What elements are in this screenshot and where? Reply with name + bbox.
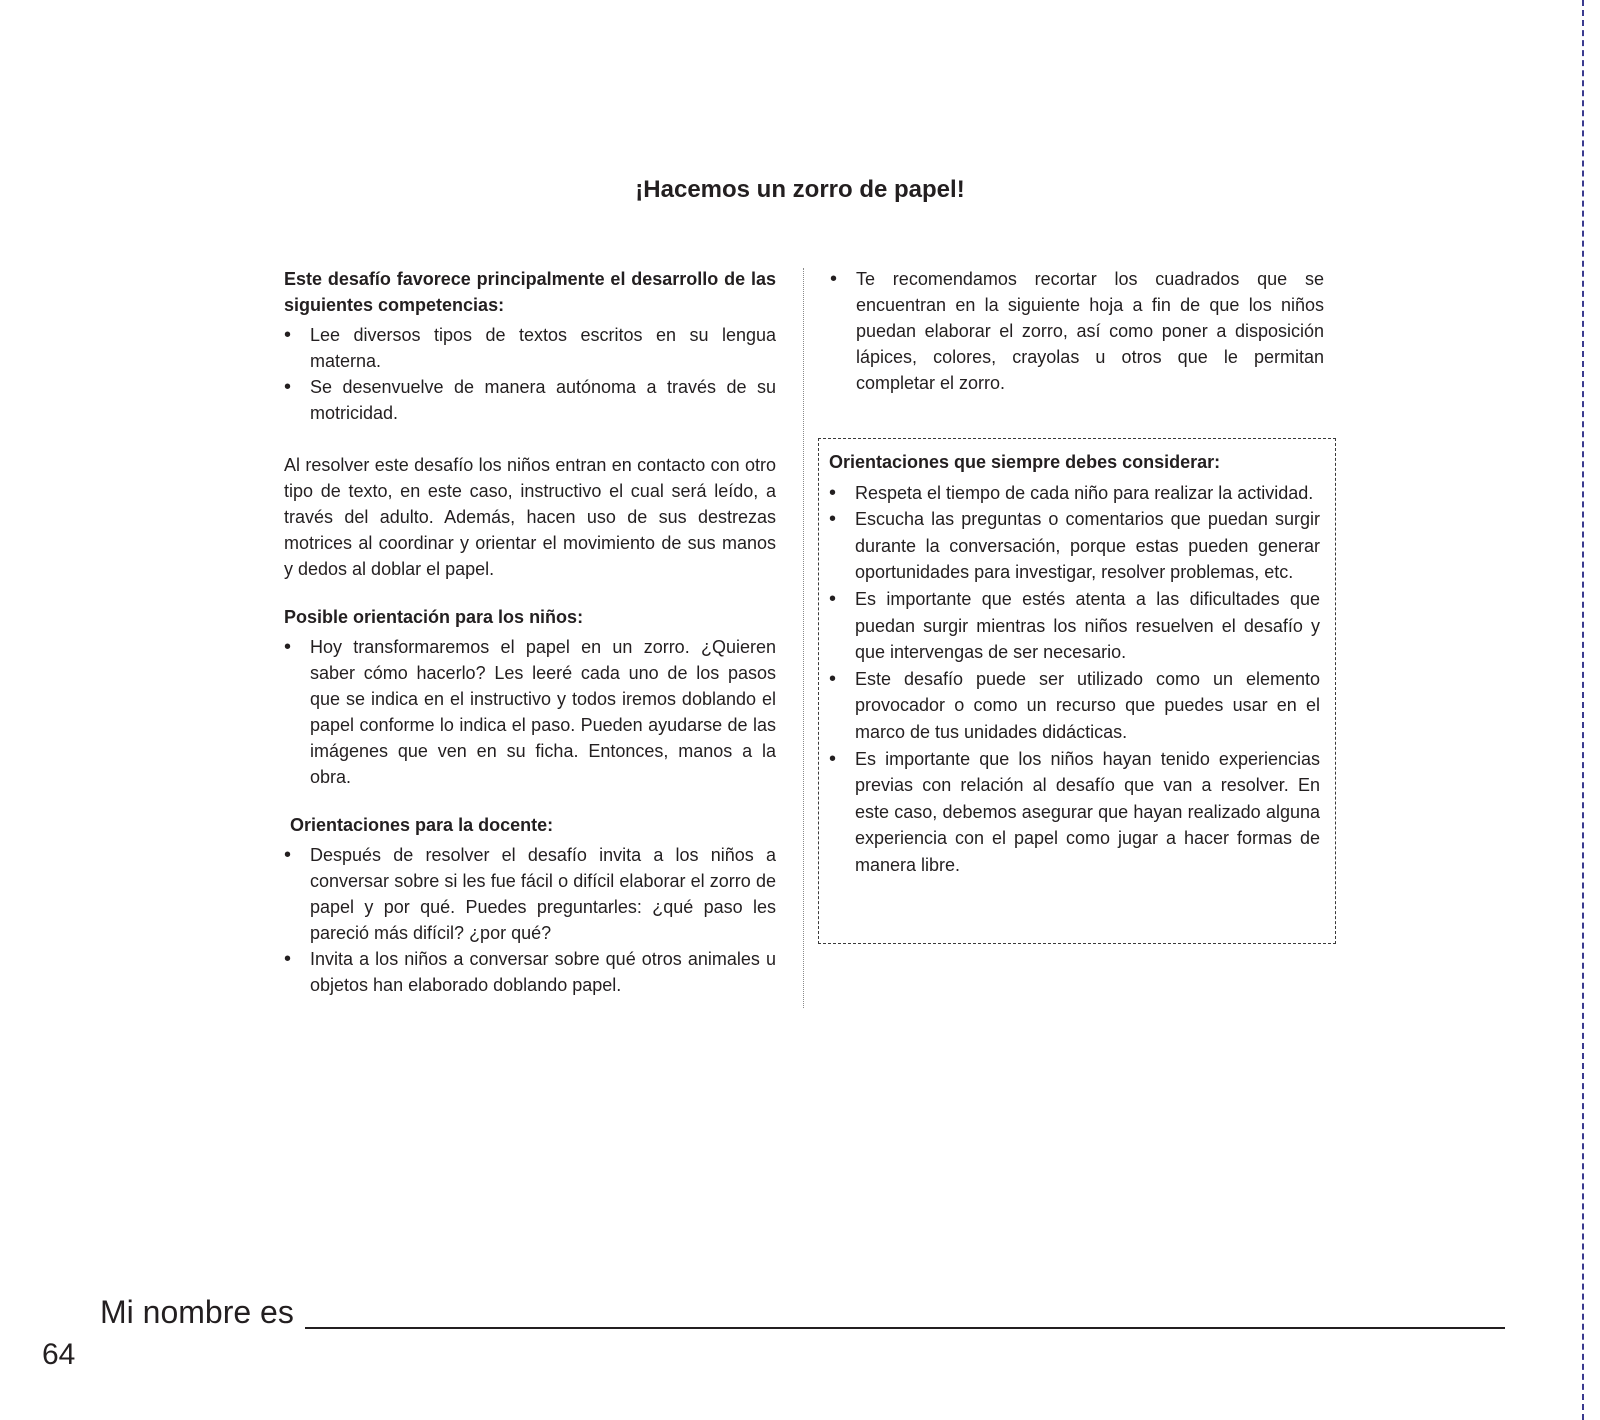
- competencias-list: [284, 322, 776, 426]
- competencias-heading: Este desafío favorece principalmente el desarrollo de las siguientes competencias:: [284, 269, 776, 315]
- left-column: [284, 266, 776, 998]
- orientacion-docente-item: • Después de resolver el desafío invita a los niños a conversar sobre si les fue fácil o difícil elaborar el zorro de papel y por qué. Puedes preguntarles: ¿qué paso les pareció más difícil? ¿por qué?: [284, 842, 776, 946]
- box-item: • Escucha las preguntas o comentarios que puedan surgir durante la conversación, porque estas pueden generar oportunidades para investigar, resolver problemas, etc.: [829, 506, 1320, 586]
- cut-line: [1582, 0, 1584, 1420]
- box-item: • Este desafío puede ser utilizado como un elemento provocador o como un recurso que puedes usar en el marco de tus unidades didácticas.: [829, 666, 1320, 746]
- page-title: ¡Hacemos un zorro de papel!: [635, 176, 965, 203]
- orientacion-ninos-item: • Hoy transformaremos el papel en un zorro. ¿Quieren saber cómo hacerlo? Les leeré cada uno de los pasos que se indica en el instructivo y todos iremos doblando el papel conforme lo indica el paso. Pueden ayudarse de las imágenes que ven en su ficha. Entonces, manos a la obra.: [284, 634, 776, 790]
- orientacion-ninos-heading: Posible orientación para los niños:: [284, 607, 584, 627]
- page-number: 64: [42, 1338, 76, 1371]
- box-item: • Respeta el tiempo de cada niño para realizar la actividad.: [829, 480, 1320, 507]
- competencia-item: • Se desenvuelve de manera autónoma a través de su motricidad.: [284, 374, 776, 426]
- name-line: [305, 1327, 1505, 1329]
- box-item: • Es importante que estés atenta a las dificultades que puedan surgir mientras los niños resuelven el desafío y que intervengas de ser necesario.: [829, 586, 1320, 666]
- column-divider: [803, 268, 804, 1008]
- box-list: [829, 480, 1320, 879]
- orientacion-docente-item: • Invita a los niños a conversar sobre qué otros animales u objetos han elaborado doblando papel.: [284, 946, 776, 998]
- orientacion-docente-heading: Orientaciones para la docente:: [290, 815, 554, 835]
- orientaciones-box: [818, 438, 1336, 944]
- box-item: • Es importante que los niños hayan tenido experiencias previas con relación al desafío que van a resolver. En este caso, debemos asegurar que hayan realizado alguna experiencia con el papel como jugar a hacer formas de manera libre.: [829, 746, 1320, 879]
- competencia-item: • Lee diversos tipos de textos escritos en su lengua materna.: [284, 322, 776, 374]
- name-label: Mi nombre es: [100, 1294, 294, 1330]
- intro-paragraph: Al resolver este desafío los niños entran en contacto con otro tipo de texto, en este caso, instructivo el cual será leído, a través del adulto. Además, hacen uso de sus destrezas motrices al coordinar y orientar el movimiento de sus manos y dedos al doblar el papel.: [284, 455, 776, 579]
- recomendacion-item: • Te recomendamos recortar los cuadrados que se encuentran en la siguiente hoja a fin de que los niños puedan elaborar el zorro, así como poner a disposición lápices, colores, crayolas u otros que le permitan completar el zorro.: [830, 266, 1324, 396]
- recomendacion-list: [830, 266, 1324, 396]
- right-column: [830, 266, 1324, 396]
- orientacion-ninos-list: [284, 634, 776, 790]
- box-heading: Orientaciones que siempre debes considerar:: [829, 452, 1221, 472]
- orientacion-docente-list: [284, 842, 776, 998]
